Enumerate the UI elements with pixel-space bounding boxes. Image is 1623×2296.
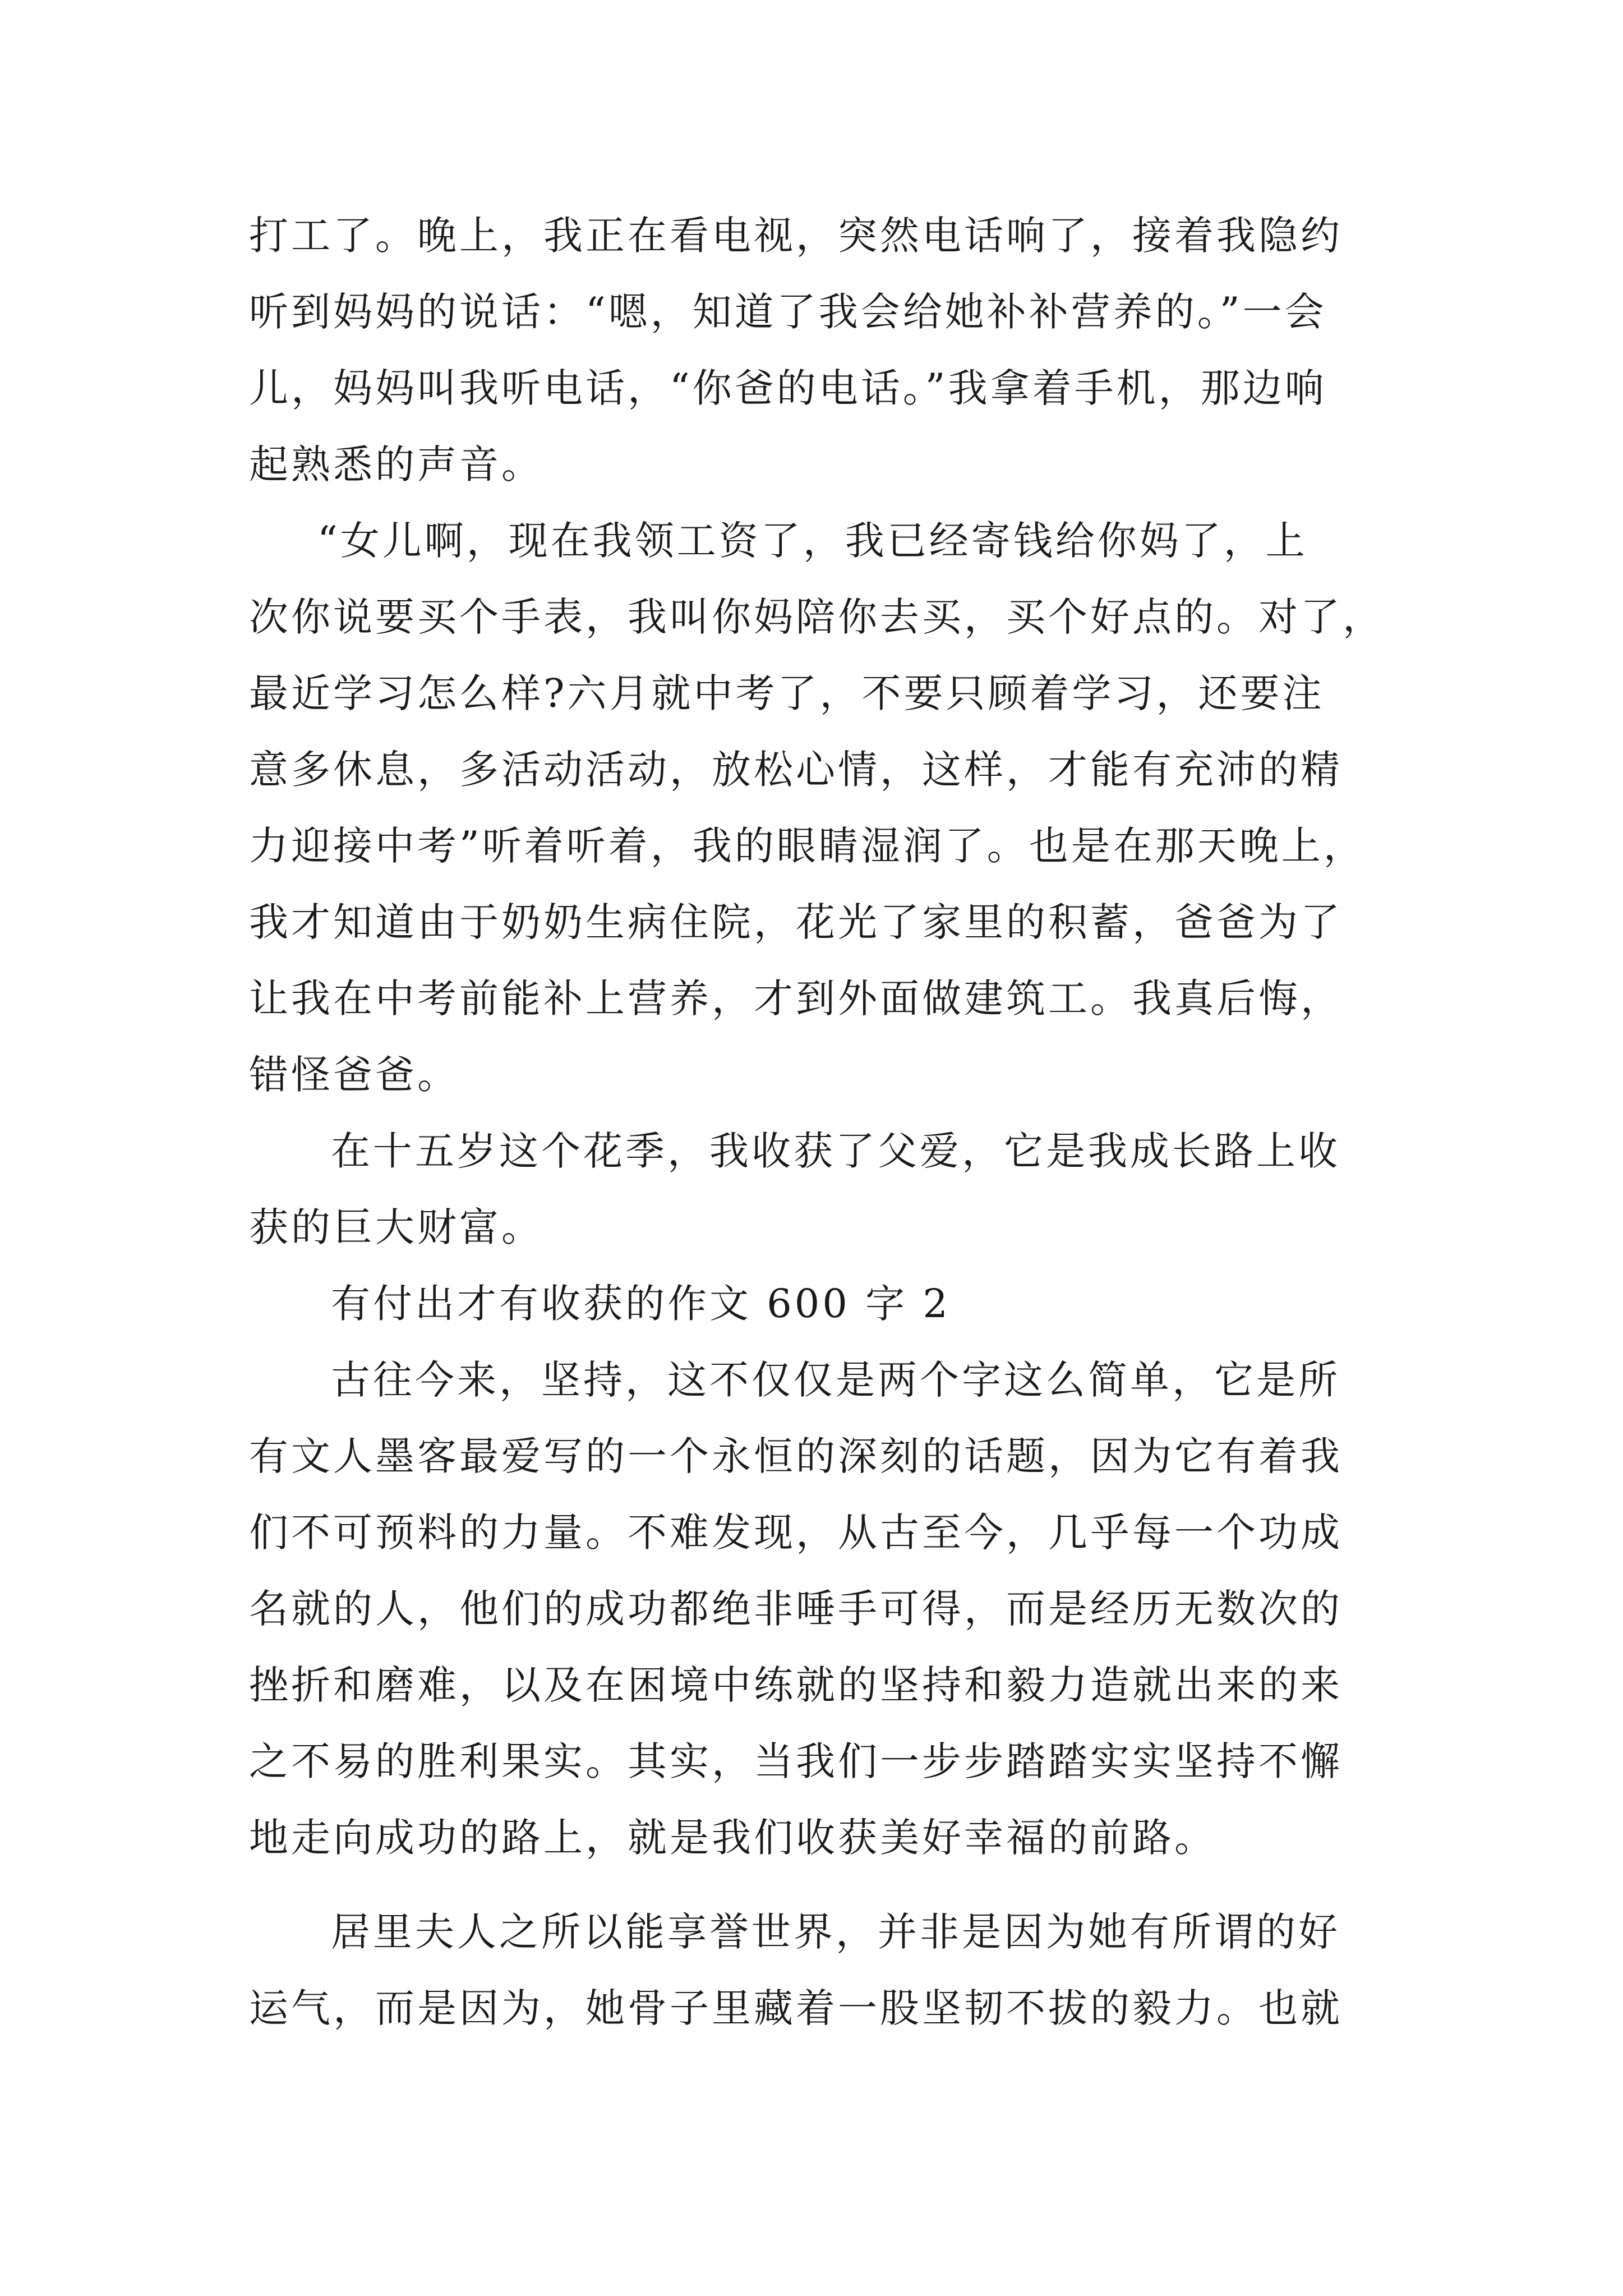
text-line: 我才知道由于奶奶生病住院，花光了家里的积蓄，爸爸为了: [249, 899, 1343, 945]
text-line: 地走向成功的路上，就是我们收获美好幸福的前路。: [249, 1815, 1216, 1861]
text-line: 次你说要买个手表，我叫你妈陪你去买，买个好点的。对了，: [249, 594, 1385, 640]
text-line: 名就的人，他们的成功都绝非唾手可得，而是经历无数次的: [249, 1586, 1343, 1632]
text-line: 打工了。晚上，我正在看电视，突然电话响了，接着我隐约: [249, 213, 1343, 259]
text-line: 力迎接中考”听着听着，我的眼睛湿润了。也是在那天晚上，: [249, 823, 1366, 869]
text-line: 挫折和磨难，以及在困境中练就的坚持和毅力造就出来的来: [249, 1662, 1343, 1708]
text-line: 之不易的胜利果实。其实，当我们一步步踏踏实实坚持不懈: [249, 1738, 1343, 1784]
body-text: [249, 197, 1393, 2046]
text-line: 意多休息，多活动活动，放松心情，这样，才能有充沛的精: [249, 747, 1343, 793]
text-line: 们不可预料的力量。不难发现，从古至今，几乎每一个功成: [249, 1510, 1343, 1556]
text-line: 获的巨大财富。: [249, 1204, 543, 1250]
text-line: 听到妈妈的说话：“嗯，知道了我会给她补补营养的。”一会: [249, 289, 1327, 335]
section-heading: 有付出才有收获的作文 600 字 2: [331, 1281, 951, 1327]
text-line: 错怪爸爸。: [249, 1052, 459, 1098]
paragraph-start-line: “女儿啊，现在我领工资了，我已经寄钱给你妈了，上: [317, 518, 1308, 564]
text-line: 最近学习怎么样?六月就中考了，不要只顾着学习，还要注: [249, 670, 1325, 716]
paragraph-start-line: 在十五岁这个花季，我收获了父爱，它是我成长路上收: [331, 1128, 1340, 1174]
paragraph-start-line: 古往今来，坚持，这不仅仅是两个字这么简单，它是所: [331, 1357, 1340, 1403]
text-line: 起熟悉的声音。: [249, 441, 543, 487]
text-line: 儿，妈妈叫我听电话，“你爸的电话。”我拿着手机，那边响: [249, 365, 1327, 411]
text-line: 运气，而是因为，她骨子里藏着一股坚韧不拔的毅力。也就: [249, 1985, 1343, 2031]
text-line: 有文人墨客最爱写的一个永恒的深刻的话题，因为它有着我: [249, 1433, 1343, 1479]
text-line: 让我在中考前能补上营养，才到外面做建筑工。我真后悔，: [249, 976, 1343, 1022]
paragraph-start-line: 居里夫人之所以能享誉世界，并非是因为她有所谓的好: [331, 1909, 1340, 1955]
